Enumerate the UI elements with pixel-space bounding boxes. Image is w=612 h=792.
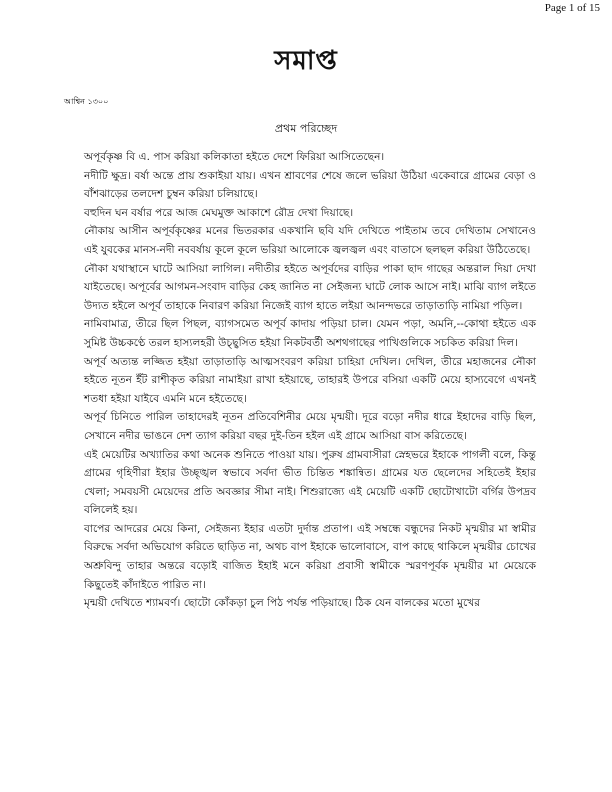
paragraph: এই মেয়েটির অখ্যাতির কথা অনেক শুনিতে পাওয়া যায়। পুরুষ গ্রামবাসীরা স্নেহভরে ইহাকে পাগলী বলে, কিন্তু গ্রামের গৃহিণীরা ইহার উচ্ছৃঙ্খল স্বভাবে সর্বদা ভীত চিন্তিত শঙ্কান্বিত। গ্রামের যত ছেলেদের সহিতেই ইহার খেলা; সমবয়সী মেয়েদের প্রতি অবজ্ঞার সীমা নাই। শিশুরাজ্যে এই মেয়েটি একটি ছোটোখাটো বর্গির উপদ্রব বলিলেই হয়। [84, 448, 536, 517]
paragraph: অপূর্ব চিনিতে পারিল তাহাদেরই নূতন প্রতিবেশিনীর মেয়ে মৃন্ময়ী। দূরে বড়ো নদীর ধারে ইহাদের বাড়ি ছিল, সেখানে নদীর ভাঙনে দেশ ত্যাগ করিয়া বছর দুই-তিন হইল এই গ্রামে আসিয়া বাস করিতেছে। [84, 411, 536, 442]
body-text [84, 148, 536, 613]
page-number: Page 1 of 15 [544, 2, 600, 14]
paragraph: নদীটি ক্ষুদ্র। বর্ষা অন্তে প্রায় শুকাইয়া যায়। এখন শ্রাবণের শেষে জলে ভরিয়া উঠিয়া একেবারে গ্রামের বেড়া ও বাঁশঝাড়ের তলদেশ চুম্বন করিয়া চলিয়াছে। [84, 169, 536, 201]
story-title: সমাপ্ত [274, 46, 338, 76]
paragraph: নৌকায় আসীন অপূর্বকৃষ্ণের মনের ভিতরকার একখানি ছবি যদি দেখিতে পাইতাম তবে দেখিতাম সেখানেও এই যুবকের মানস-নদী নববর্ষায় কূলে কূলে ভরিয়া আলোকে জ্বলজ্বল এবং বাতাসে ছলছল করিয়া উঠিতেছে। [84, 225, 536, 256]
paragraph: অপূর্ব অত্যন্ত লজ্জিত হইয়া তাড়াতাড়ি আত্মসংবরণ করিয়া চাহিয়া দেখিল। দেখিল, তীরে মহাজনের নৌকা হইতে নূতন ইঁট রাশীকৃত করিয়া নামাইয়া রাখা হইয়াছে, তাহারই উপরে বসিয়া একটি মেয়ে হাস্যবেগে এখনই শতধা হইয়া যাইবে এমনি মনে হইতেছে। [84, 355, 536, 405]
paragraph: নামিবামাত্র, তীরে ছিল পিছল, ব্যাগসমেত অপূর্ব কাদায় পড়িয়া চাল। যেমন পড়া, অমনি,--কোথা হইতে এক সুমিষ্ট উচ্চকণ্ঠে তরল হাস্যলহরী উচ্ছ্বসিত হইয়া নিকটবর্তী অশথগাছের পাখিগুলিকে সচকিত করিয়া দিল। [84, 318, 536, 349]
paragraph: অপূর্বকৃষ্ণ বি এ. পাস করিয়া কলিকাতা হইতে দেশে ফিরিয়া আসিতেছেন। [84, 151, 385, 163]
paragraph: বাপের আদরের মেয়ে কিনা, সেইজন্য ইহার এতটা দুর্দান্ত প্রতাপ। এই সম্বন্ধে বন্ধুদের নিকট মৃন্ময়ীর মা স্বামীর বিরুদ্ধে সর্বদা অভিযোগ করিতে ছাড়িত না, অথচ বাপ ইহাকে ভালোবাসে, বাপ কাছে থাকিলে মৃন্ময়ীর চোখের অশ্রুবিন্দু তাহার অন্তরে বড়োই বাজিত ইহাই মনে করিয়া প্রবাসী স্বামীকে স্মরণপূর্বক মৃন্ময়ীর মা মেয়েকে কিছুতেই কাঁদাইতে পারিত না। [84, 522, 536, 591]
story-date: আশ্বিন ১৩০০ [64, 97, 109, 106]
paragraph: বহুদিন ঘন বর্ষার পরে আজ মেঘমুক্ত আকাশে রৌদ্র দেখা দিয়াছে। [84, 206, 354, 219]
paragraph: নৌকা যথাস্থানে ঘাটে আসিয়া লাগিল। নদীতীর হইতে অপূর্বদের বাড়ির পাকা ছাদ গাছের অন্তরাল দিয়া দেখা যাইতেছে। অপূর্বের আগমন-সংবাদ বাড়ির কেহ জানিত না সেইজন্য ঘাটে লোক আসে নাই। মাঝি ব্যাগ লইতে উদ্যত হইলে অপূর্ব তাহাকে নিবারণ করিয়া নিজেই ব্যাগ হাতে লইয়া আনন্দভরে তাড়াতাড়ি নামিয়া পড়িল। [84, 262, 536, 312]
chapter-heading: প্রথম পরিচ্ছেদ [274, 122, 338, 135]
paragraph: মৃন্ময়ী দেখিতে শ্যামবর্ণ। ছোটো কোঁকড়া চুল পিঠ পর্যন্ত পড়িয়াছে। ঠিক যেন বালকের মতো মুখের [84, 597, 481, 610]
